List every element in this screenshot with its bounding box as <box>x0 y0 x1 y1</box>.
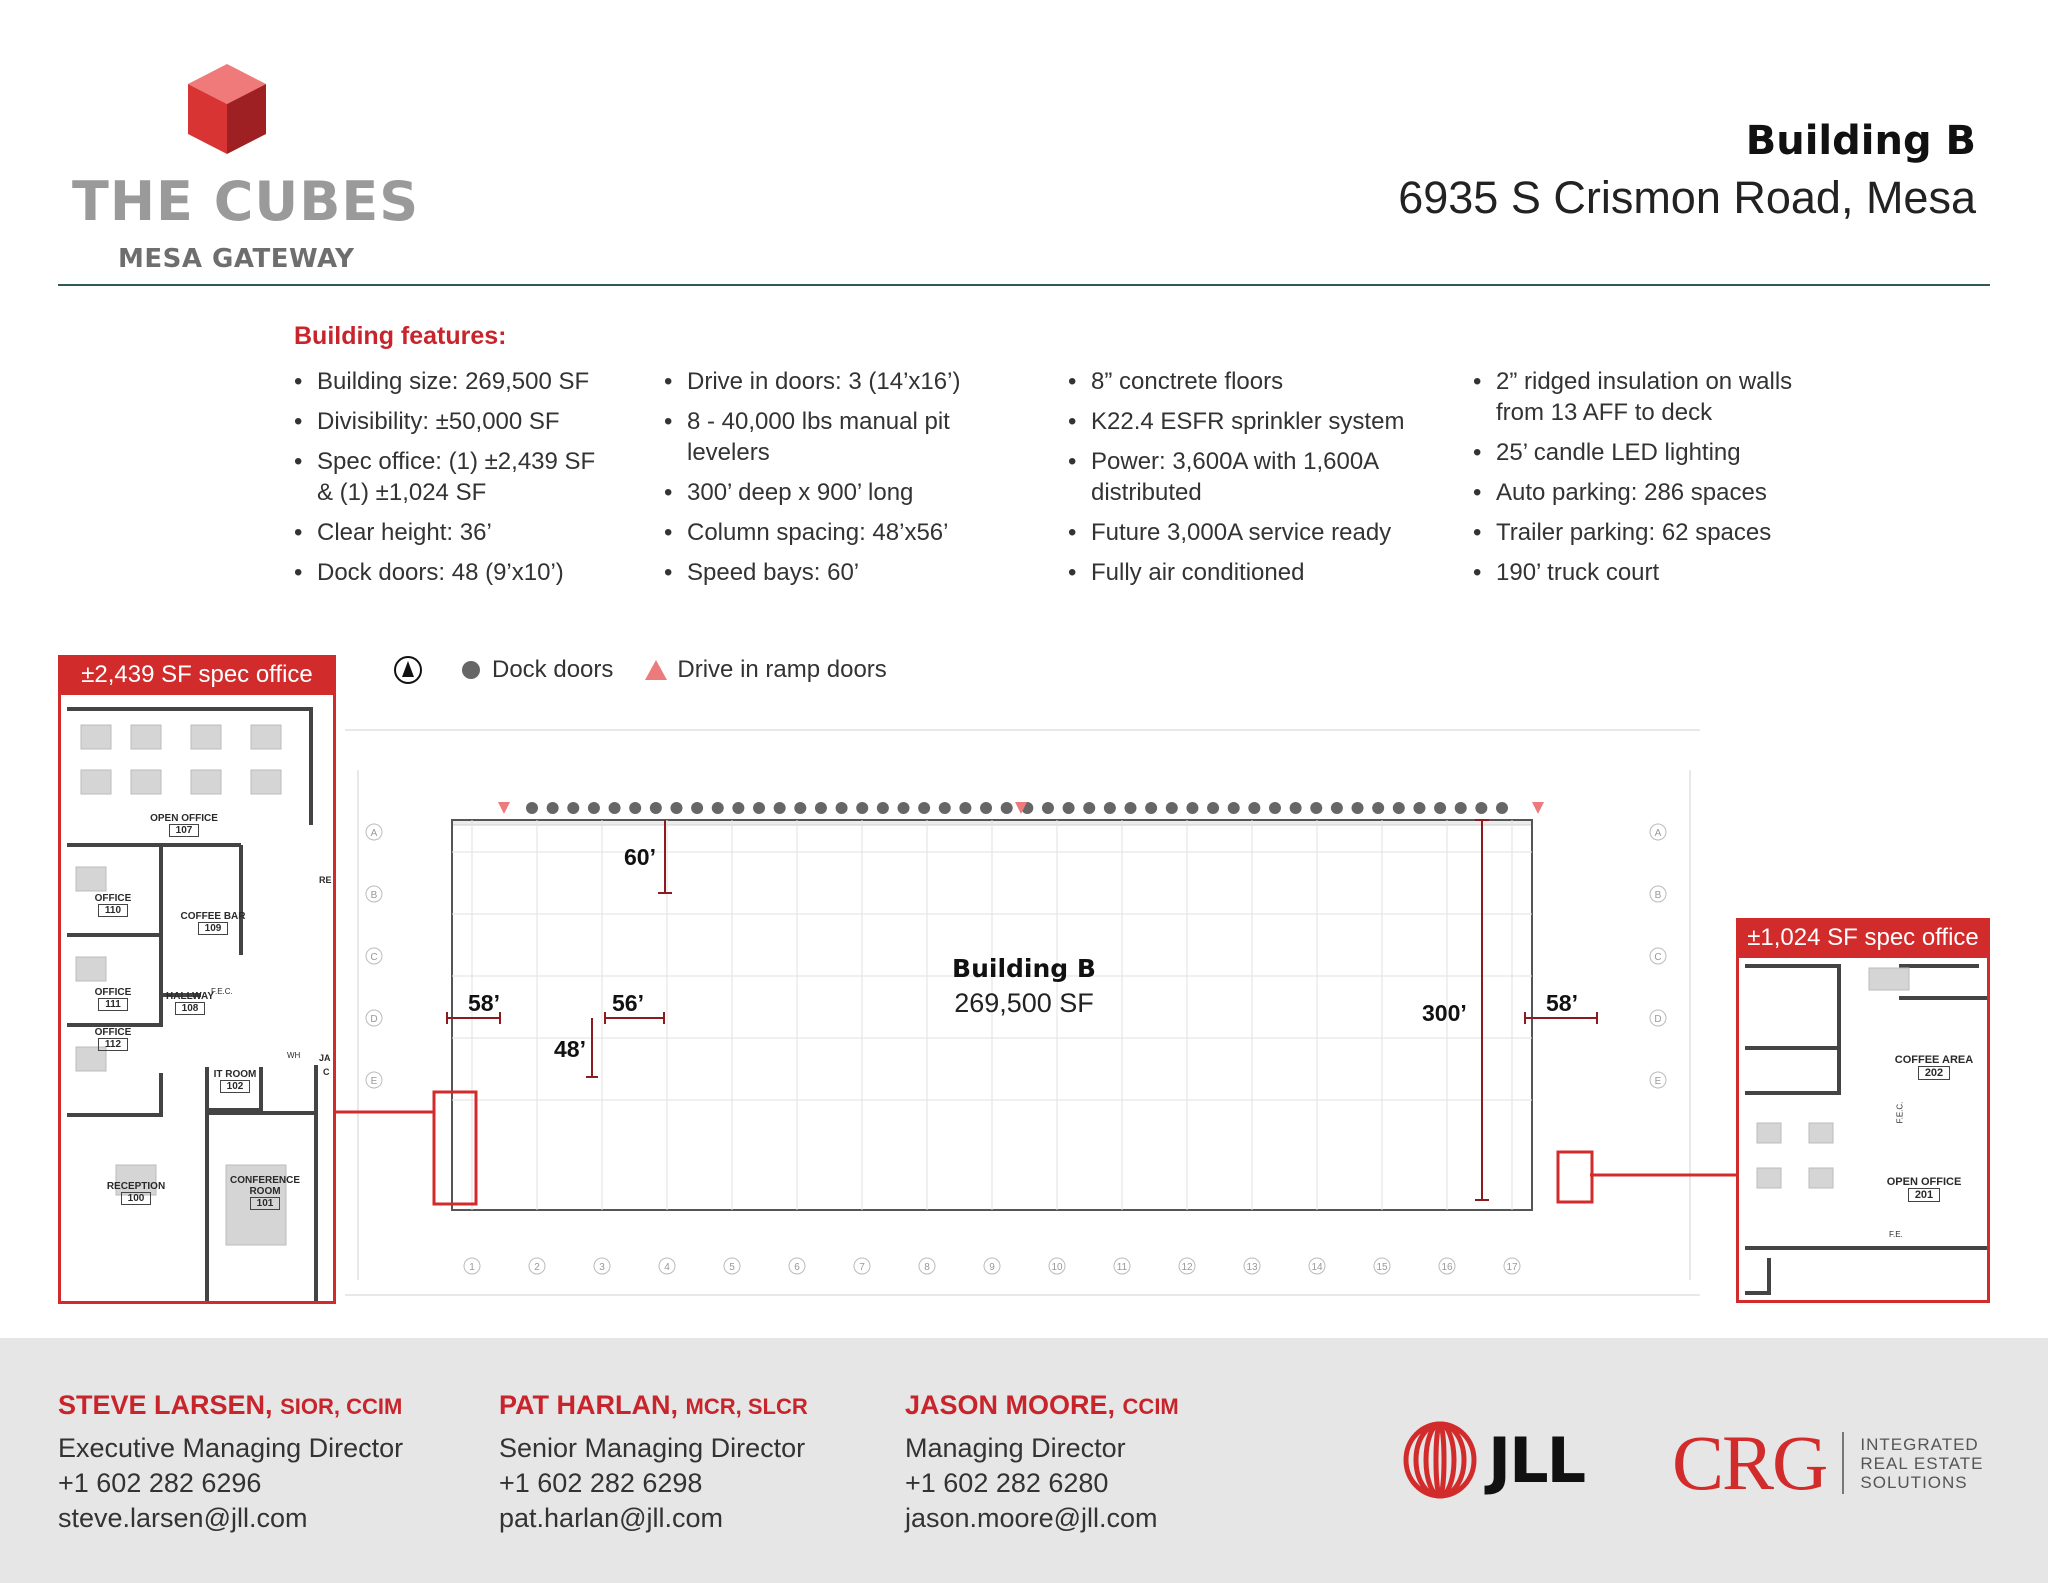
grid-col-label: 5 <box>729 1262 735 1273</box>
grid-col-label: 3 <box>599 1262 605 1273</box>
dim-label-depth: 300’ <box>1422 1000 1467 1026</box>
features-heading: Building features: <box>294 322 507 350</box>
grid-col-label: 14 <box>1311 1262 1323 1273</box>
dock-door <box>959 802 971 814</box>
room-label: COFFEE BAR 109 <box>180 911 246 934</box>
feature-item: • Dock doors: 48 (9’x10’) <box>294 557 674 588</box>
dock-door <box>691 802 703 814</box>
room-label: IT ROOM 102 <box>213 1069 257 1092</box>
right-office-drawing <box>1739 958 1987 1300</box>
dock-door <box>753 802 765 814</box>
dock-door <box>1145 802 1157 814</box>
feature-item: • Power: 3,600A with 1,600A distributed <box>1068 446 1411 508</box>
closet-label: C <box>323 1067 330 1077</box>
dock-door <box>856 802 868 814</box>
feature-item: • Building size: 269,500 SF <box>294 366 674 397</box>
feature-item: • Column spacing: 48’x56’ <box>664 517 1044 548</box>
dock-door <box>939 802 951 814</box>
dim-label-speed-bay: 60’ <box>624 844 656 870</box>
grid-col-label: 12 <box>1181 1262 1193 1273</box>
grid-row-label: E <box>370 1076 378 1087</box>
dim-col-y <box>586 1018 598 1077</box>
feature-item: • K22.4 ESFR sprinkler system <box>1068 406 1448 437</box>
contact-email[interactable]: pat.harlan@jll.com <box>499 1503 724 1533</box>
right-office-title: ±1,024 SF spec office <box>1736 918 1990 958</box>
dock-door <box>1166 802 1178 814</box>
site-drive <box>358 770 1690 1280</box>
grid-col-label: 15 <box>1376 1262 1388 1273</box>
north-arrow-icon <box>394 656 422 684</box>
logo-subtitle: MESA GATEWAY <box>118 244 355 274</box>
cube-logo-icon <box>182 58 272 158</box>
contact-phone[interactable]: +1 602 282 6298 <box>499 1468 703 1498</box>
dock-door <box>1352 802 1364 814</box>
contact-credentials: MCR, SLCR <box>685 1394 808 1419</box>
wh-label: WH <box>287 1051 301 1060</box>
room-label: COFFEE AREA 202 <box>1894 1054 1974 1079</box>
jll-wordmark: JLL <box>1488 1423 1585 1497</box>
feature-item: • 8 - 40,000 lbs manual pit levelers <box>664 406 987 468</box>
legend-dock-doors: Dock doors <box>492 656 614 683</box>
dock-door <box>1455 802 1467 814</box>
plan-building-label: Building B <box>952 954 1096 983</box>
dock-door-icon <box>462 661 480 679</box>
grid-row-label: E <box>1654 1076 1662 1087</box>
contact-card <box>58 1390 403 1536</box>
crg-divider <box>1842 1432 1844 1494</box>
legend-drive-in: Drive in ramp doors <box>677 656 887 683</box>
dock-door <box>567 802 579 814</box>
building-address: 6935 S Crismon Road, Mesa <box>1398 172 1976 223</box>
contact-phone[interactable]: +1 602 282 6280 <box>905 1468 1109 1498</box>
dock-door <box>712 802 724 814</box>
right-office-connector <box>1590 1165 1740 1185</box>
dock-door <box>980 802 992 814</box>
feature-item: • Future 3,000A service ready <box>1068 517 1448 548</box>
drive-in-door <box>498 802 510 814</box>
feature-item: • 300’ deep x 900’ long <box>664 477 1044 508</box>
feature-item: • 2” ridged insulation on walls from 13 AFF to deck <box>1473 366 1796 428</box>
room-label: OFFICE 110 <box>94 893 132 916</box>
dock-door <box>609 802 621 814</box>
features-column-1 <box>294 366 674 597</box>
right-office-marker <box>1558 1152 1592 1202</box>
crg-logo <box>1672 1418 1984 1508</box>
header-divider <box>58 284 1990 286</box>
grid-row-label: D <box>1654 1014 1662 1025</box>
jll-logo <box>1400 1420 1584 1500</box>
drive-in-door-icon <box>645 660 667 680</box>
dock-door <box>588 802 600 814</box>
grid-row-label: B <box>1654 890 1662 901</box>
dock-door <box>1496 802 1508 814</box>
dock-door <box>1413 802 1425 814</box>
jll-swirl-icon <box>1400 1420 1480 1500</box>
dim-label-left-bay: 58’ <box>468 990 500 1016</box>
room-label: OPEN OFFICE 107 <box>150 813 218 836</box>
grid-row-label: A <box>1654 828 1662 839</box>
logo-title: THE CUBES <box>72 170 420 233</box>
dock-door <box>1104 802 1116 814</box>
fe-label: F.E. <box>1889 1230 1903 1239</box>
janitor-label: JA <box>319 1053 331 1063</box>
feature-item: • Spec office: (1) ±2,439 SF & (1) ±1,024 SF <box>294 446 617 508</box>
dock-door <box>1228 802 1240 814</box>
grid-row-label: B <box>370 890 378 901</box>
left-office-title: ±2,439 SF spec office <box>58 655 336 695</box>
grid-col-label: 4 <box>664 1262 670 1273</box>
building-title: Building B <box>1745 118 1976 164</box>
crg-wordmark: CRG <box>1672 1419 1827 1506</box>
contact-title: Managing Director <box>905 1433 1126 1463</box>
contact-name: PAT HARLAN, <box>499 1390 678 1420</box>
contact-name: JASON MOORE, <box>905 1390 1116 1420</box>
dock-door <box>1001 802 1013 814</box>
feature-item: • Trailer parking: 62 spaces <box>1473 517 1853 548</box>
feature-item: • Auto parking: 286 spaces <box>1473 477 1853 508</box>
dock-door <box>1125 802 1137 814</box>
feature-item: • Clear height: 36’ <box>294 517 674 548</box>
dock-door <box>526 802 538 814</box>
dock-door <box>1393 802 1405 814</box>
contact-credentials: CCIM <box>1122 1394 1179 1419</box>
dock-door <box>1434 802 1446 814</box>
dock-door <box>732 802 744 814</box>
fec-label: F.E.C. <box>211 987 233 996</box>
room-label: HALLWAY 108 <box>166 991 214 1014</box>
left-office-connector <box>330 1100 440 1120</box>
dock-door <box>629 802 641 814</box>
feature-item: • 8” conctrete floors <box>1068 366 1448 397</box>
contact-email[interactable]: jason.moore@jll.com <box>905 1503 1158 1533</box>
grid-col-label: 17 <box>1506 1262 1518 1273</box>
grid-col-label: 6 <box>794 1262 800 1273</box>
contact-name: STEVE LARSEN, <box>58 1390 273 1420</box>
dock-door <box>1310 802 1322 814</box>
dock-door <box>1207 802 1219 814</box>
grid-col-label: 13 <box>1246 1262 1258 1273</box>
dim-label-right-bay: 58’ <box>1546 990 1578 1016</box>
left-office-marker <box>434 1092 476 1204</box>
dock-door <box>877 802 889 814</box>
dock-door <box>794 802 806 814</box>
features-column-4 <box>1473 366 1853 597</box>
dock-door <box>1290 802 1302 814</box>
grid-row-label: A <box>370 828 378 839</box>
contact-title: Senior Managing Director <box>499 1433 806 1463</box>
dock-door <box>774 802 786 814</box>
contact-card <box>499 1390 808 1536</box>
dim-label-col-x: 56’ <box>612 990 644 1016</box>
dim-depth <box>1475 820 1489 1200</box>
grid-col-label: 7 <box>859 1262 865 1273</box>
dock-door <box>1083 802 1095 814</box>
dock-door <box>1248 802 1260 814</box>
grid-row-label: D <box>370 1014 378 1025</box>
dock-door <box>897 802 909 814</box>
feature-item: • Fully air conditioned <box>1068 557 1448 588</box>
room-label: OFFICE 112 <box>94 1027 132 1050</box>
dim-speed-bay <box>658 820 672 893</box>
contact-phone[interactable]: +1 602 282 6296 <box>58 1468 262 1498</box>
feature-item: • Drive in doors: 3 (14’x16’) <box>664 366 1044 397</box>
dock-door <box>1269 802 1281 814</box>
dock-door <box>918 802 930 814</box>
room-label: CONFERENCE ROOM 101 <box>229 1175 300 1209</box>
feature-item: • Speed bays: 60’ <box>664 557 1044 588</box>
contact-card <box>905 1390 1179 1536</box>
room-label: OPEN OFFICE 201 <box>1886 1176 1962 1201</box>
room-label: OFFICE 111 <box>94 987 132 1010</box>
room-label: RECEPTION 100 <box>106 1181 166 1204</box>
dock-door <box>1331 802 1343 814</box>
dock-door <box>1475 802 1487 814</box>
grid-col-label: 1 <box>469 1262 475 1273</box>
feature-item: • 190’ truck court <box>1473 557 1853 588</box>
feature-item: • 25’ candle LED lighting <box>1473 437 1853 468</box>
dock-door <box>1372 802 1384 814</box>
dock-door <box>1186 802 1198 814</box>
contact-email[interactable]: steve.larsen@jll.com <box>58 1503 308 1533</box>
plan-legend <box>394 652 887 688</box>
restroom-label: RE <box>319 875 332 885</box>
dock-door <box>670 802 682 814</box>
features-column-3 <box>1068 366 1448 597</box>
grid-col-label: 8 <box>924 1262 930 1273</box>
contact-credentials: SIOR, CCIM <box>280 1394 403 1419</box>
features-column-2 <box>664 366 1044 597</box>
grid-col-label: 11 <box>1116 1262 1128 1273</box>
dock-door <box>650 802 662 814</box>
crg-tagline: INTEGRATED REAL ESTATE SOLUTIONS <box>1860 1434 1984 1492</box>
dock-door <box>1042 802 1054 814</box>
grid-col-label: 10 <box>1051 1262 1063 1273</box>
plan-building-sf: 269,500 SF <box>954 988 1094 1018</box>
grid-col-label: 9 <box>989 1262 995 1273</box>
dock-door <box>547 802 559 814</box>
dock-door <box>1063 802 1075 814</box>
grid-col-label: 16 <box>1441 1262 1453 1273</box>
dim-label-col-y: 48’ <box>554 1036 586 1062</box>
dock-door <box>836 802 848 814</box>
dock-door <box>815 802 827 814</box>
grid-row-label: C <box>370 952 378 963</box>
left-office-plan <box>58 692 336 1304</box>
drive-in-door <box>1532 802 1544 814</box>
right-office-plan <box>1736 955 1990 1303</box>
grid-col-label: 2 <box>534 1262 540 1273</box>
grid-row-label: C <box>1654 952 1662 963</box>
feature-item: • Divisibility: ±50,000 SF <box>294 406 674 437</box>
fec-label: F.E.C. <box>1895 1101 1905 1124</box>
contact-title: Executive Managing Director <box>58 1433 404 1463</box>
